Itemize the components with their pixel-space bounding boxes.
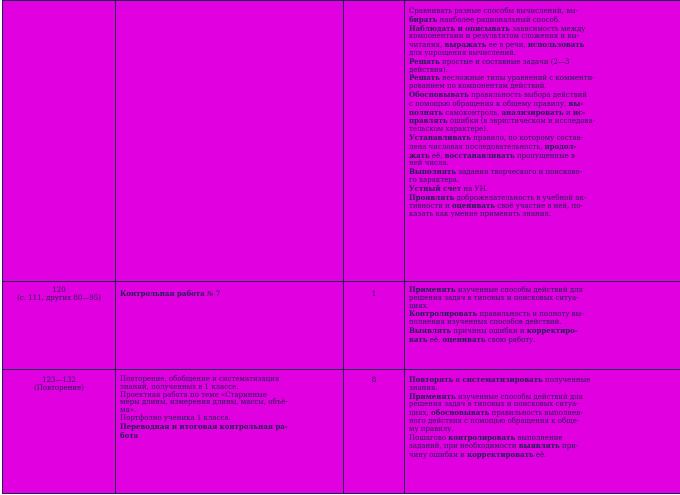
text-segment: её, [429, 151, 445, 160]
text-segment: читания, [409, 41, 445, 50]
emphasis-term: Применять [409, 285, 456, 294]
emphasis-term: Выполнять [409, 167, 457, 177]
hours-cell [344, 370, 405, 494]
text-segment: причины ошибки и [451, 326, 527, 335]
text-line [120, 290, 339, 299]
activities-text [405, 282, 680, 345]
hours-cell [344, 282, 405, 370]
emphasis-term: восстанавливать [444, 150, 515, 160]
activities-cell [405, 370, 680, 494]
text-segment: циях, [409, 409, 431, 418]
emphasis-term: Решать [409, 56, 440, 66]
emphasis-term: корректиро- [526, 325, 578, 335]
emphasis-term: анализировать [501, 107, 564, 117]
topic-text [116, 282, 343, 299]
lesson-reference: (Повторение) [34, 384, 84, 392]
emphasis-term: оценивать [442, 334, 486, 344]
emphasis-term: выражать [444, 40, 487, 50]
text-segment: тивности и [409, 202, 452, 211]
emphasis-term: вы- [568, 98, 584, 108]
topic-cell [116, 282, 344, 370]
emphasis-term: Устанавливать [409, 132, 471, 142]
emphasis-term: правлять [409, 116, 448, 126]
text-segment: ней числа. [409, 159, 449, 168]
emphasis-term: продол- [544, 141, 577, 151]
emphasis-term: жать [409, 150, 430, 160]
text-segment: меры длины, измерения длины, массы, объё- [120, 398, 288, 407]
emphasis-term: Наблюдать и описывать [409, 23, 511, 33]
text-segment: полученные [542, 376, 591, 384]
emphasis-term: Контрольная работа [120, 289, 205, 298]
text-segment: самоконтроль, [443, 108, 502, 117]
text-segment: выполнение [515, 433, 563, 442]
emphasis-term: ис- [572, 107, 586, 117]
text-segment: изученные способы действий для [455, 286, 584, 294]
text-segment: тельском характере). [409, 125, 489, 134]
topic-text [116, 370, 343, 440]
text-line [409, 336, 677, 345]
text-segment: простые и составные задачи (2—3 [439, 57, 570, 66]
text-segment: ошибки (в эвристическом и исследова- [447, 117, 596, 126]
text-segment: Проектная работа по теме «Старинные [120, 390, 267, 399]
table-row [3, 370, 680, 494]
emphasis-term: Применять [409, 391, 456, 401]
text-segment: изученные способы действий для [455, 392, 584, 401]
emphasis-term: использовать [527, 40, 585, 50]
text-segment: её, [427, 335, 443, 344]
emphasis-term: Решать [409, 73, 440, 83]
text-segment: несложные типы уравнений с комменти- [439, 74, 595, 83]
text-segment: для упрощения вычислений. [409, 48, 517, 57]
emphasis-term: Проявлять [409, 192, 455, 202]
text-segment: с помощью обращения к общему правилу, [409, 99, 569, 108]
text-segment: рованием по компонентам действий. [409, 82, 547, 91]
text-line [409, 451, 677, 460]
text-segment: решения задач в типовых и поисковых ситуа- [409, 400, 579, 409]
text-segment: Повторение, обобщение и систематизация [120, 375, 280, 383]
text-segment: чину ошибки и [409, 451, 468, 460]
text-segment: знания. [409, 383, 438, 392]
emphasis-term: контролировать [448, 432, 516, 442]
hours-cell [344, 1, 405, 282]
activities-text [405, 370, 680, 460]
text-line [409, 58, 677, 67]
text-line [409, 8, 677, 16]
hours-value: 1 [371, 290, 377, 298]
text-line [120, 423, 339, 432]
lesson-number [3, 282, 115, 302]
text-segment: ма». [120, 406, 137, 415]
lesson-number-cell [3, 1, 116, 282]
text-segment: правильность и полноту вы- [477, 310, 584, 319]
text-segment: казать как умение применять знания. [409, 210, 552, 219]
emphasis-term: Переводная и итоговая контрольная ра- [120, 421, 288, 431]
table-row [3, 282, 680, 370]
text-line [409, 376, 677, 385]
emphasis-term: оценивать [451, 201, 496, 211]
text-segment: знаний, полученных в 1 классе. [120, 382, 239, 391]
topic-cell [116, 370, 344, 494]
emphasis-term: вать [409, 334, 428, 344]
emphasis-term: полнять [409, 107, 444, 117]
lesson-number-value: 120 [52, 286, 66, 294]
text-segment: циях. [409, 301, 429, 310]
emphasis-term: корректировать [467, 450, 534, 460]
text-segment: наиболее рациональный способ. [437, 15, 561, 24]
activities-cell [405, 1, 680, 282]
table-row [3, 1, 680, 282]
text-line [409, 194, 677, 203]
text-segment: № 7 [204, 290, 221, 298]
text-segment: заданий, при необходимости [409, 442, 519, 451]
lesson-number-cell [3, 370, 116, 494]
text-segment: и [453, 376, 463, 384]
text-segment: полнения изученных способов действий. [409, 318, 562, 327]
emphasis-term: Устный счет [409, 183, 462, 193]
text-line [409, 442, 677, 451]
text-segment: ее в речи, [486, 41, 528, 50]
text-segment: го характера. [409, 175, 460, 184]
text-segment: при- [559, 442, 579, 451]
text-segment: свою работу. [485, 335, 536, 344]
text-line [120, 399, 339, 407]
text-segment: на УН. [461, 184, 488, 193]
emphasis-term: обосновывать [430, 408, 490, 418]
text-segment: Пошагово [409, 433, 449, 442]
text-segment: правильность выбора действий [468, 90, 587, 99]
hours-value: 8 [371, 376, 377, 384]
emphasis-term: Обосновывать [409, 89, 469, 99]
text-segment: доброжелательность в учебной ак- [454, 193, 587, 202]
lesson-plan-table [2, 0, 680, 494]
text-segment: компонентами и результатом сложения и вы- [409, 32, 580, 41]
text-segment: зависимость между [510, 24, 586, 33]
text-segment: задания творческого и поисково- [456, 168, 583, 177]
text-line [409, 152, 677, 161]
text-line [409, 211, 677, 219]
emphasis-term: бота [120, 430, 139, 440]
text-segment: му правилу. [409, 424, 454, 433]
text-segment: Портфолио ученика 1 класса. [120, 413, 231, 422]
text-segment: лена числовая последовательность, [409, 142, 545, 151]
lesson-reference: (с. 111, других 80—95) [17, 294, 101, 302]
text-segment: правило, по которому состав- [470, 133, 583, 142]
topic-cell [116, 1, 344, 282]
emphasis-term: систематизировать [462, 375, 543, 384]
text-line [409, 134, 677, 143]
text-segment: Сравнивать разные способы вычислений, вы- [409, 7, 578, 15]
text-segment: своё участие в ней, по- [495, 202, 583, 211]
emphasis-term: Выявлять [409, 325, 452, 335]
text-segment: и [563, 108, 573, 117]
text-line [409, 50, 677, 58]
activities-text [405, 1, 680, 219]
text-line [120, 432, 339, 441]
lesson-number-value: 123—132 [42, 376, 76, 384]
emphasis-term: Повторять [409, 375, 454, 384]
lesson-number-cell [3, 282, 116, 370]
text-line [409, 295, 677, 303]
emphasis-term: Контролировать [409, 309, 478, 319]
text-segment: ного действия с помощью обращения к обще- [409, 416, 580, 425]
text-segment: пропущенные в [514, 151, 575, 160]
activities-cell [405, 282, 680, 370]
emphasis-term: выявлять [518, 441, 560, 451]
text-segment: решения задач в типовых и поисковых ситуа- [409, 293, 579, 302]
text-line [409, 91, 677, 100]
emphasis-term: бирать [409, 14, 438, 24]
lesson-number [3, 370, 115, 392]
text-segment: действия). [409, 65, 448, 74]
text-segment: правильность выполнен- [489, 409, 584, 418]
text-segment: её. [533, 451, 547, 460]
